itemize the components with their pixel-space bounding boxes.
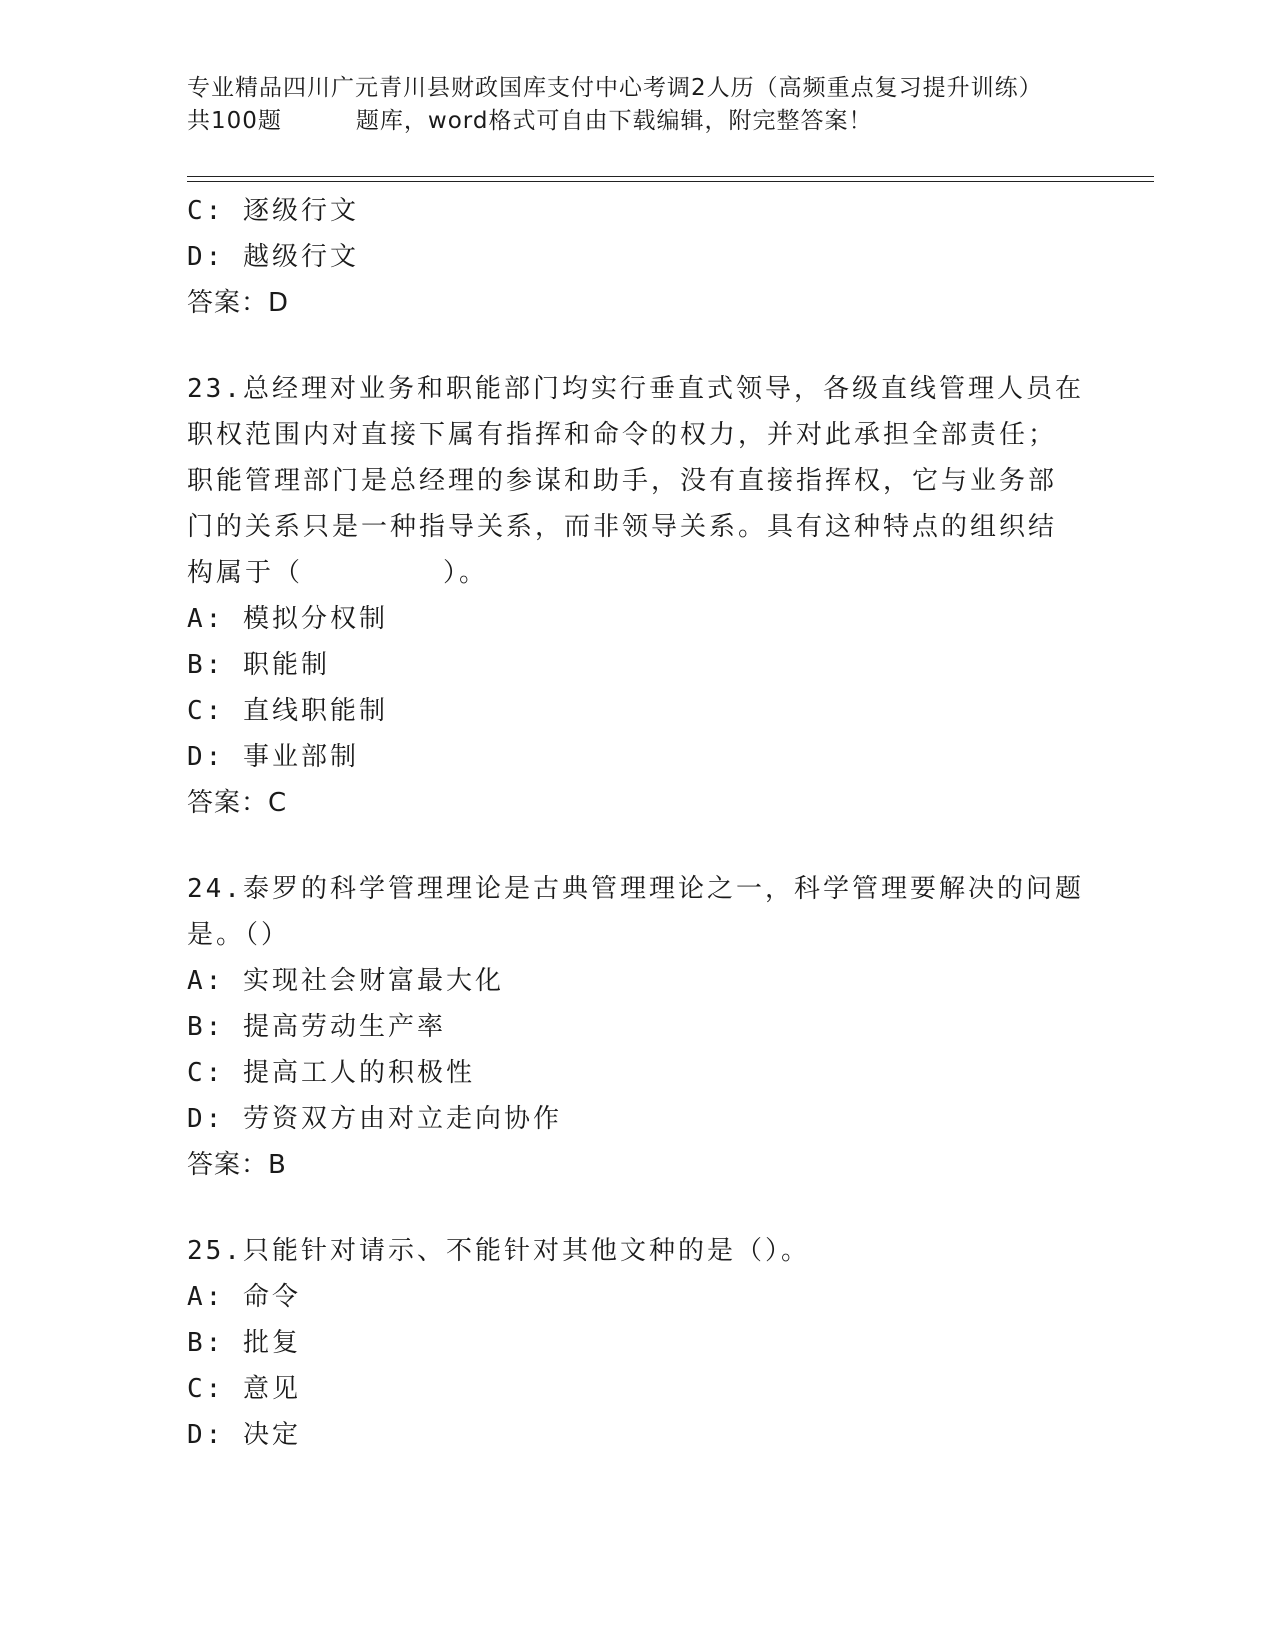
option-d: D: 事业部制 (187, 742, 359, 772)
option-c: C: 提高工人的积极性 (187, 1058, 475, 1088)
question-stem-line: 构属于（ ）。 (187, 558, 489, 588)
option-c: C: 意见 (187, 1374, 301, 1404)
option-d: D: 决定 (187, 1420, 301, 1450)
answer-text: 答案：D (187, 288, 290, 318)
question-22-tail (187, 188, 1087, 326)
header-divider-top (187, 176, 1154, 177)
question-24 (187, 866, 1087, 1188)
question-25 (187, 1228, 1087, 1458)
option-a: A: 模拟分权制 (187, 604, 388, 634)
question-stem-line: 是。（） (187, 920, 291, 950)
option-b: B: 提高劳动生产率 (187, 1012, 446, 1042)
answer-text: 答案：C (187, 788, 288, 818)
answer-text: 答案：B (187, 1150, 287, 1180)
option-b: B: 批复 (187, 1328, 301, 1358)
question-stem-line: 25.只能针对请示、不能针对其他文种的是（）。 (187, 1236, 810, 1266)
question-stem-line: 职权范围内对直接下属有指挥和命令的权力，并对此承担全部责任； (187, 420, 1058, 450)
document-header (187, 72, 1087, 138)
header-title-line: 专业精品四川广元青川县财政国库支付中心考调2人历（高频重点复习提升训练） (187, 75, 1043, 101)
option-c: C: 逐级行文 (187, 196, 359, 226)
header-description: 题库，word格式可自由下载编辑，附完整答案！ (355, 108, 873, 134)
question-23 (187, 366, 1087, 826)
option-b: B: 职能制 (187, 650, 330, 680)
option-d: D: 劳资双方由对立走向协作 (187, 1104, 562, 1134)
option-a: A: 命令 (187, 1282, 301, 1312)
option-d: D: 越级行文 (187, 242, 359, 272)
option-a: A: 实现社会财富最大化 (187, 966, 504, 996)
question-count: 共100题 (187, 108, 282, 134)
header-subtitle-line (187, 105, 1087, 138)
question-stem-line: 24.泰罗的科学管理理论是古典管理理论之一，科学管理要解决的问题 (187, 874, 1084, 904)
question-stem-line: 23.总经理对业务和职能部门均实行垂直式领导，各级直线管理人员在 (187, 374, 1084, 404)
option-c: C: 直线职能制 (187, 696, 388, 726)
question-stem-line: 职能管理部门是总经理的参谋和助手，没有直接指挥权，它与业务部 (187, 466, 1058, 496)
header-divider-bottom (187, 181, 1154, 182)
question-list (187, 188, 1087, 1458)
question-stem-line: 门的关系只是一种指导关系，而非领导关系。具有这种特点的组织结 (187, 512, 1058, 542)
